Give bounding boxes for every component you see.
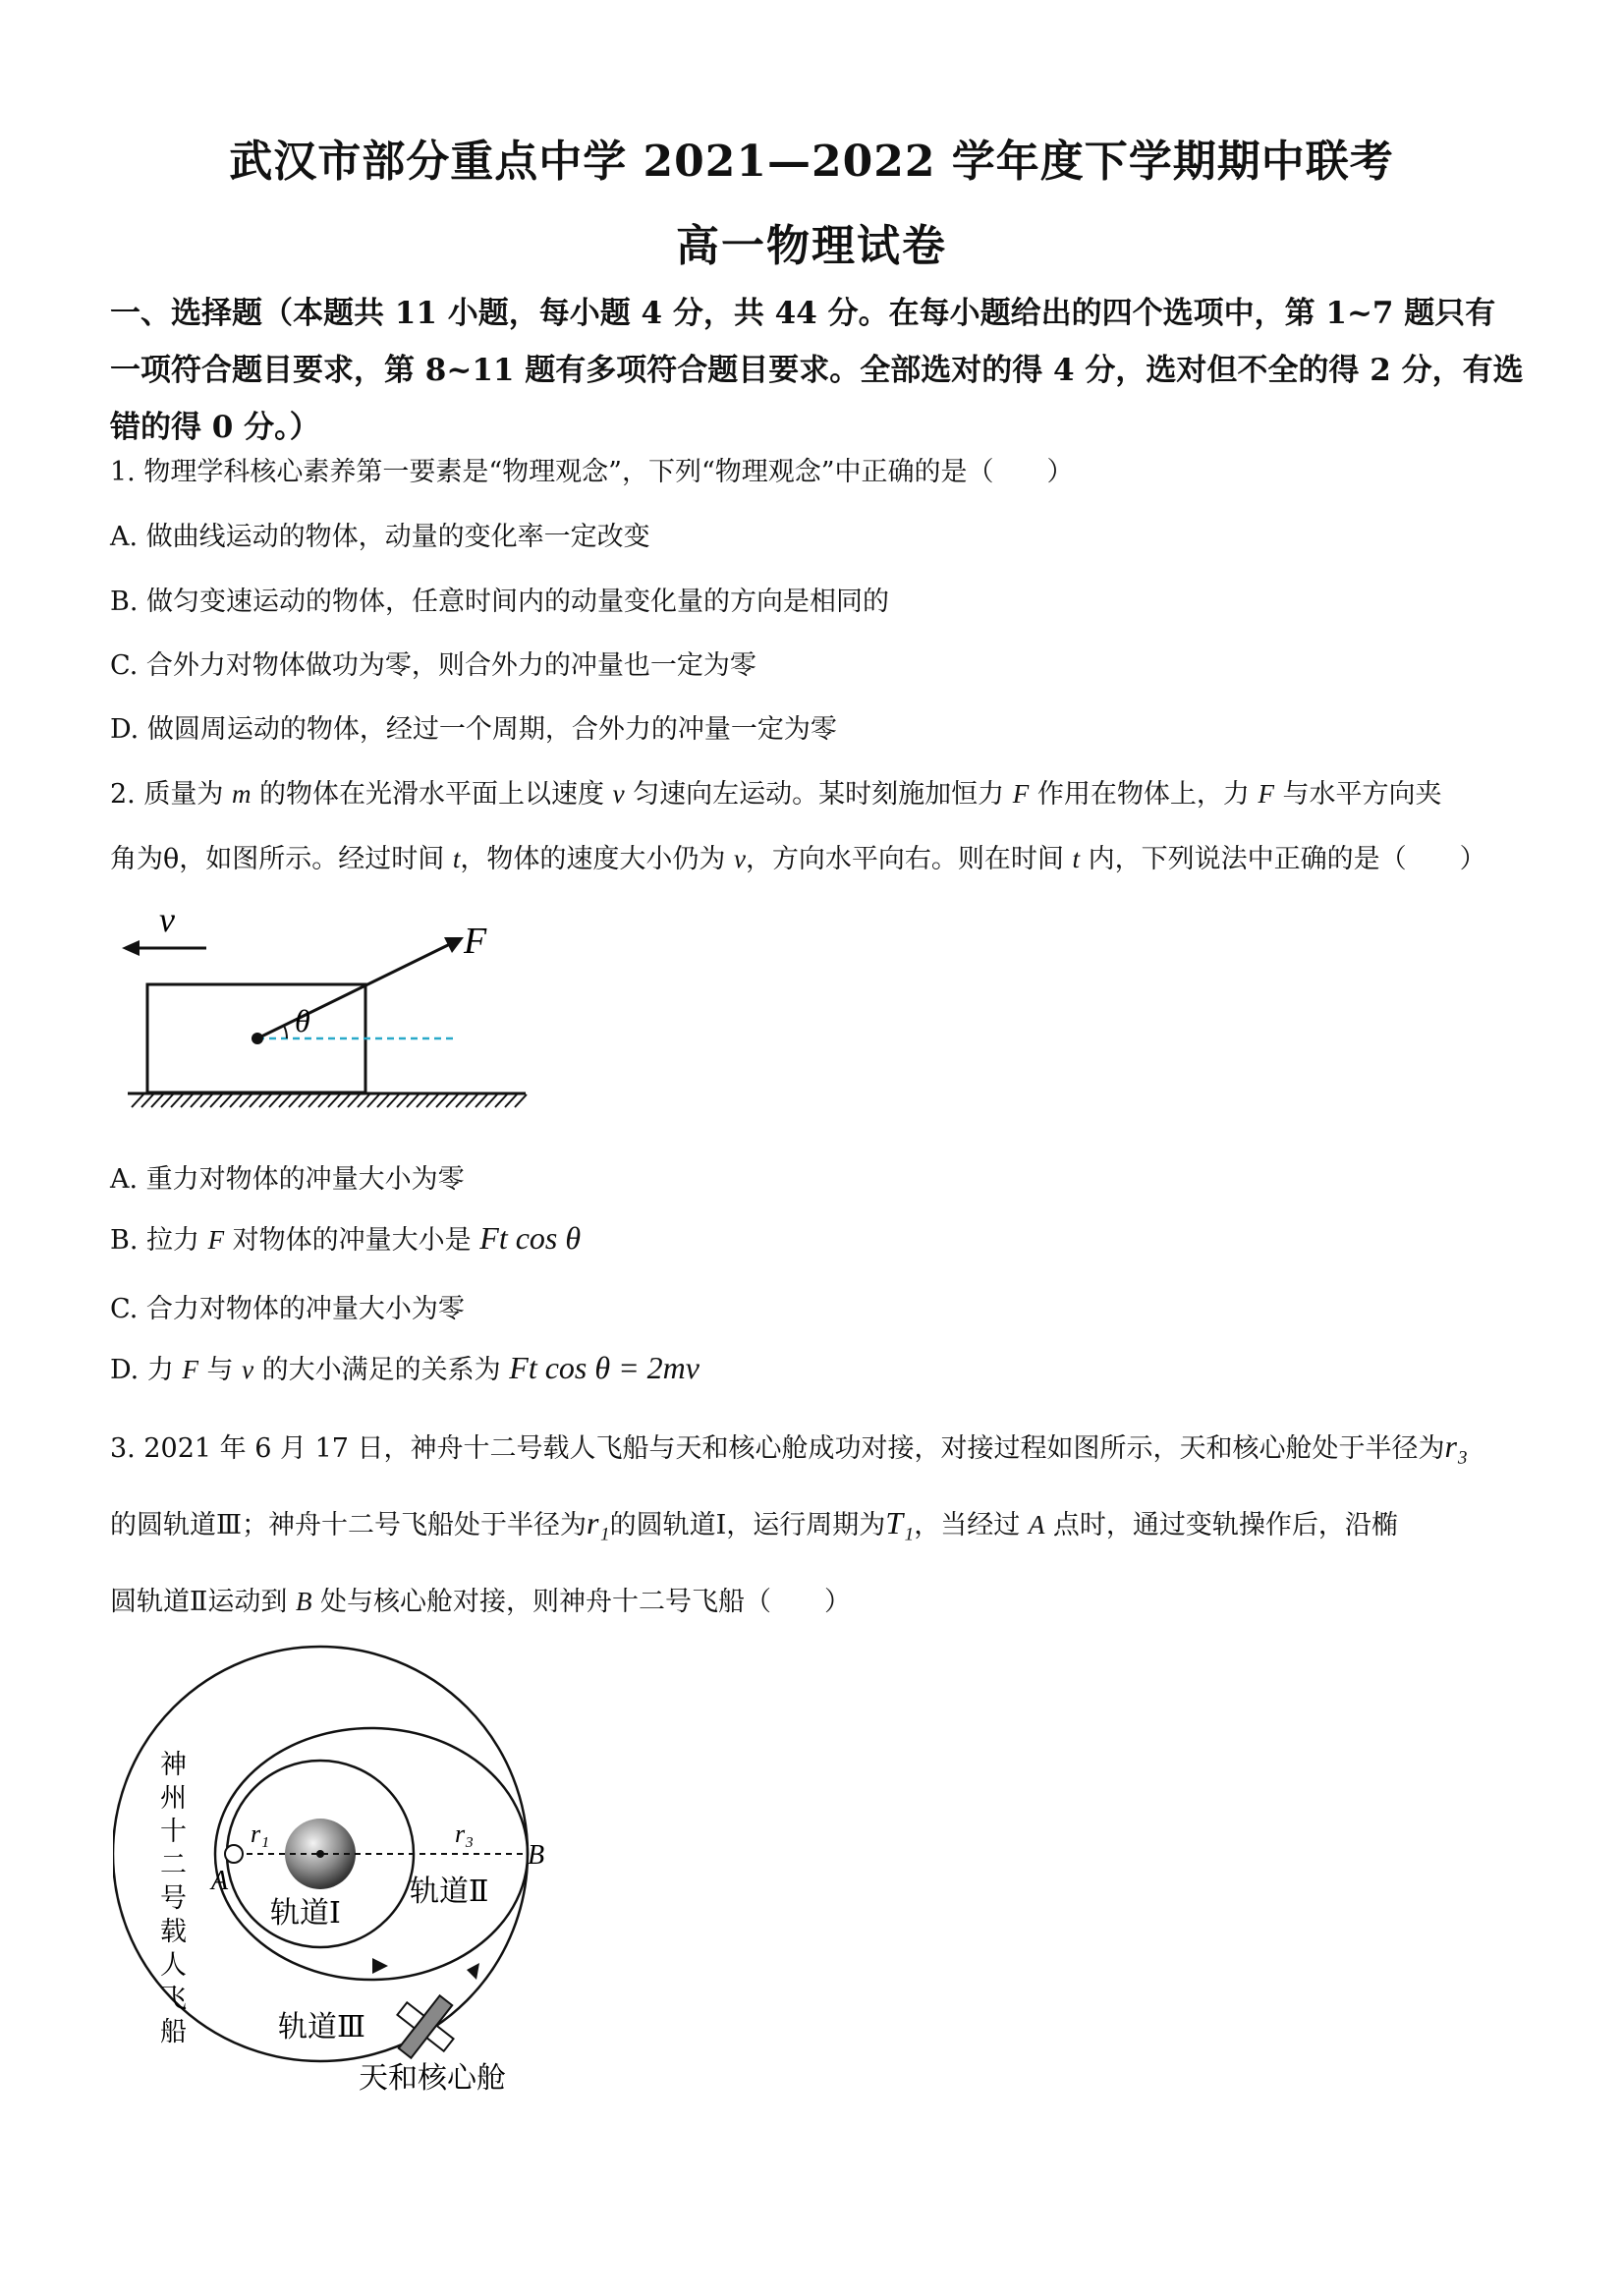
point-a-marker	[225, 1845, 243, 1863]
q3-stem-line1: 3. 2021 年 6 月 17 日，神舟十二号载人飞船与天和核心舱成功对接，对接过程如图所示，天和核心舱处于半径为r₃	[110, 1428, 1469, 1464]
hatch-stroke	[220, 1094, 232, 1107]
q2-stem-line1: 2. 质量为 m 的物体在光滑水平面上以速度 v 匀速向左运动。某时刻施加恒力 F 作用在物体上，力 F 与水平方向夹	[110, 779, 1442, 810]
r3-label: r₃	[455, 1820, 475, 1848]
hatch-stroke	[446, 1094, 458, 1107]
hatch-stroke	[289, 1094, 301, 1107]
hatch-stroke	[397, 1094, 409, 1107]
hatch-stroke	[387, 1094, 399, 1107]
q2-stem-line2: 角为θ，如图所示。经过时间 t，物体的速度大小仍为 v，方向水平向右。则在时间 t 内，下列说法中正确的是（ ）	[110, 844, 1486, 874]
hatch-stroke	[230, 1094, 242, 1107]
q2-option-a: A. 重力对物体的冲量大小为零	[110, 1164, 465, 1195]
hatch-stroke	[476, 1094, 487, 1107]
r1-label: r₁	[251, 1820, 270, 1848]
hatch-stroke	[240, 1094, 252, 1107]
hatch-stroke	[495, 1094, 507, 1107]
hatch-stroke	[417, 1094, 428, 1107]
hatch-stroke	[407, 1094, 419, 1107]
hatch-stroke	[250, 1094, 261, 1107]
orbit-3-label: 轨道Ⅲ	[278, 2011, 365, 2044]
orbit-2-arrow	[372, 1958, 388, 1974]
q1-stem: 1. 物理学科核心素养第一要素是“物理观念”，下列“物理观念”中正确的是（ ）	[110, 457, 1074, 487]
hatch-stroke	[171, 1094, 183, 1107]
hatch-stroke	[338, 1094, 350, 1107]
exam-subtitle: 高一物理试卷	[676, 221, 947, 271]
hatch-stroke	[328, 1094, 340, 1107]
force-label: F	[464, 921, 487, 962]
hatch-stroke	[436, 1094, 448, 1107]
hatch-stroke	[200, 1094, 212, 1107]
hatch-stroke	[485, 1094, 497, 1107]
ground-hatching	[132, 1094, 527, 1107]
q1-option-b: B. 做匀变速运动的物体，任意时间内的动量变化量的方向是相同的	[110, 587, 890, 617]
hatch-stroke	[132, 1094, 143, 1107]
q1-option-a: A. 做曲线运动的物体，动量的变化率一定改变	[110, 522, 650, 552]
q2-option-b: B. 拉力 F 对物体的冲量大小是 Ft cos θ	[110, 1220, 582, 1256]
force-origin-dot	[252, 1033, 263, 1044]
angle-arc	[284, 1026, 287, 1038]
hatch-stroke	[210, 1094, 222, 1107]
hatch-stroke	[299, 1094, 310, 1107]
point-a-label: A	[211, 1866, 229, 1896]
q3-stem-line2: 的圆轨道Ⅲ；神舟十二号飞船处于半径为r₁的圆轨道Ⅰ，运行周期为T₁，当经过 A 点时，通过变轨操作后，沿椭	[110, 1505, 1398, 1540]
hatch-stroke	[318, 1094, 330, 1107]
hatch-stroke	[505, 1094, 517, 1107]
velocity-arrow-head	[122, 940, 140, 956]
hatch-stroke	[308, 1094, 320, 1107]
hatch-stroke	[151, 1094, 163, 1107]
hatch-stroke	[141, 1094, 153, 1107]
hatch-stroke	[259, 1094, 271, 1107]
section-heading: 一、选择题（本题共 11 小题，每小题 4 分，共 44 分。在每小题给出的四个选项中，第 1~7 题只有一项符合题目要求，第 8~11 题有多项符合题目要求。全部选对的得 4 分，选对但不全的得 2 分，有选错的得 0 分。）	[110, 296, 1524, 445]
tianhe-module	[381, 1983, 469, 2072]
velocity-label: v	[159, 900, 175, 939]
hatch-stroke	[348, 1094, 360, 1107]
spacecraft-label: 神州十二号载人飞船	[160, 1750, 187, 2046]
hatch-stroke	[426, 1094, 438, 1107]
hatch-stroke	[358, 1094, 369, 1107]
hatch-stroke	[191, 1094, 202, 1107]
q3-orbit-diagram	[113, 1636, 585, 2098]
theta-label: θ	[295, 1003, 310, 1038]
point-b-label: B	[528, 1840, 545, 1871]
hatch-stroke	[367, 1094, 379, 1107]
hatch-stroke	[466, 1094, 477, 1107]
orbit-2-label: 轨道Ⅱ	[410, 1876, 489, 1908]
q1-option-c: C. 合外力对物体做功为零，则合外力的冲量也一定为零	[110, 650, 756, 681]
q3-stem-line3: 圆轨道Ⅱ运动到 B 处与核心舱对接，则神舟十二号飞船（ ）	[110, 1587, 852, 1617]
hatch-stroke	[181, 1094, 193, 1107]
q2-block-diagram	[118, 894, 531, 1110]
q1-option-d: D. 做圆周运动的物体，经过一个周期，合外力的冲量一定为零	[110, 714, 837, 745]
hatch-stroke	[161, 1094, 173, 1107]
hatch-stroke	[515, 1094, 527, 1107]
hatch-stroke	[279, 1094, 291, 1107]
hatch-stroke	[269, 1094, 281, 1107]
exam-title: 武汉市部分重点中学 2021—2022 学年度下学期期中联考	[229, 137, 1394, 187]
q2-option-c: C. 合力对物体的冲量大小为零	[110, 1294, 465, 1324]
module-label: 天和核心舱	[359, 2062, 506, 2095]
hatch-stroke	[377, 1094, 389, 1107]
orbit-3-arrow	[467, 1963, 479, 1980]
force-arrow-line	[257, 943, 452, 1038]
hatch-stroke	[456, 1094, 468, 1107]
orbit-1-label: 轨道Ⅰ	[270, 1897, 341, 1930]
q2-option-d: D. 力 F 与 v 的大小满足的关系为 Ft cos θ = 2mv	[110, 1350, 700, 1385]
